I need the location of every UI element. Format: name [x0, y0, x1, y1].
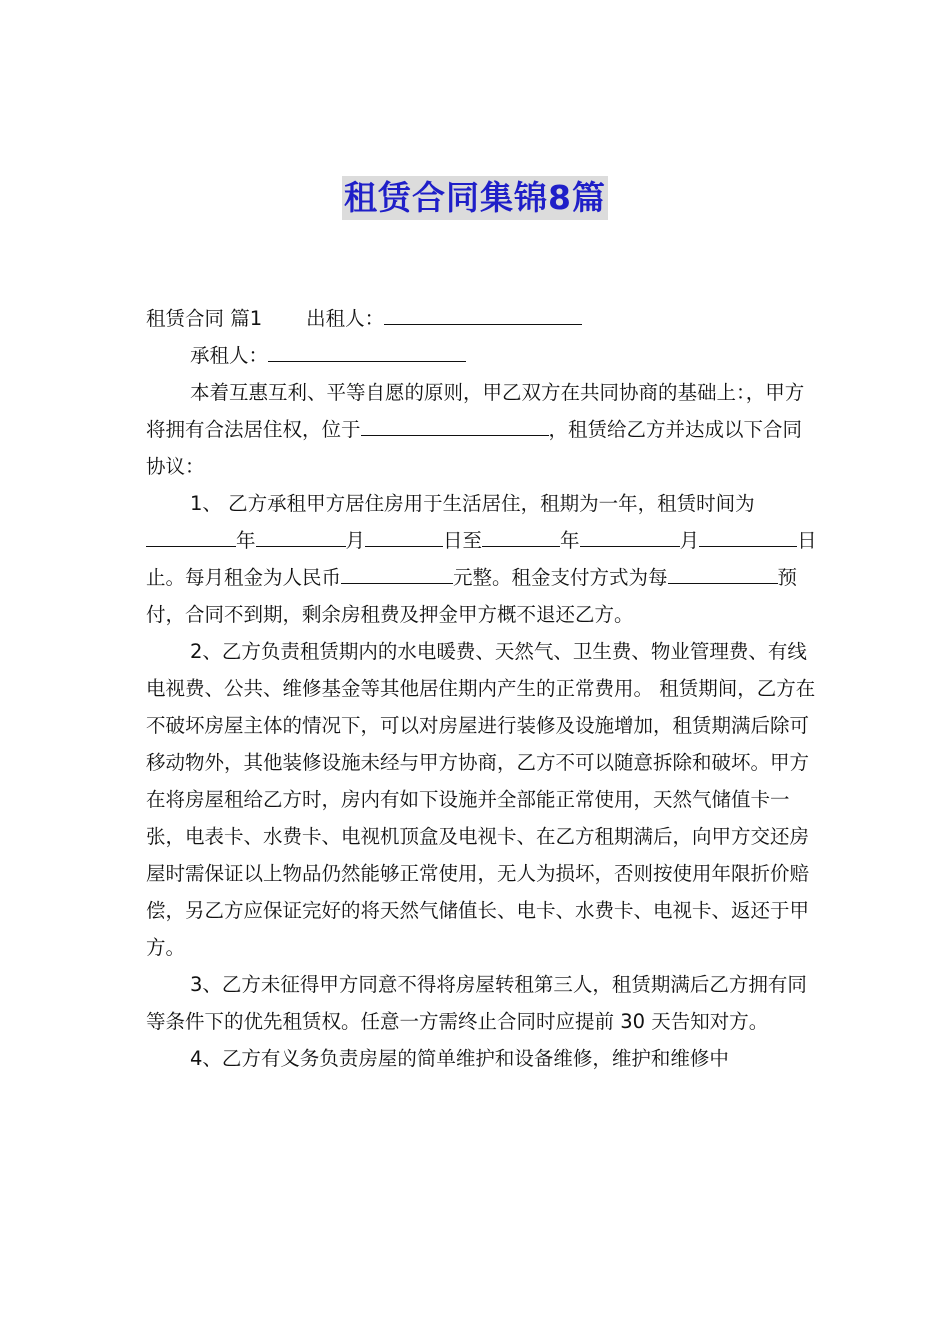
clause-1-payment-text: 元整。租金支付方式为每	[453, 566, 668, 589]
document-title-text: 租赁合同集锦8篇	[342, 176, 608, 220]
payment-period-blank	[668, 565, 778, 584]
clause-1	[146, 485, 818, 633]
lessee-line	[146, 337, 818, 374]
end-month-blank	[580, 528, 680, 547]
clause-1-year2-label: 年	[560, 529, 580, 552]
intro-text-2: ，租赁给乙方并达成以下合同协议：	[146, 418, 803, 478]
contract-header-line	[146, 300, 818, 337]
clause-1-year-label: 年	[236, 529, 256, 552]
lessee-label: 承租人：	[190, 344, 269, 367]
clause-1-month2-label: 月	[679, 529, 700, 552]
start-day-blank	[365, 528, 443, 547]
rent-amount-blank	[341, 565, 453, 584]
intro-text-1: 本着互惠互利、平等自愿的原则，甲乙双方在共同协商的基础上：，甲方将拥有合法居住权，位于	[146, 381, 805, 441]
lessor-blank	[384, 306, 582, 325]
clause-1-text-a: 1、 乙方承租甲方居住房用于生活居住，租期为一年，租赁时间为	[190, 492, 755, 515]
clause-1-rest-text: 预付，合同不到期，剩余房租费及押金甲方概不退还乙方。	[146, 566, 798, 626]
clause-3: 3、乙方未征得甲方同意不得将房屋转租第三人，租赁期满后乙方拥有同等条件下的优先租赁权。任意一方需终止合同时应提前 30 天告知对方。	[146, 973, 807, 1033]
lessor-label: 出租人：	[306, 307, 385, 330]
clause-2: 2、乙方负责租赁期内的水电暖费、天然气、卫生费、物业管理费、有线电视费、公共、维修基金等其他居住期内产生的正常费用。 租赁期间，乙方在不破坏房屋主体的情况下，可以对房屋进行装修及设施增加，租赁期满后除可移动物外，其他装修设施未经与甲方协商，乙方不可以随意拆除和破坏。甲方在将房屋租给乙方时，房内有如下设施并全部能正常使用，天然气储值卡一张，电表卡、水费卡、电视机顶盒及电视卡、在乙方租期满后，向甲方交还房屋时需保证以上物品仍然能够正常使用，无人为损坏，否则按使用年限折价赔偿，另乙方应保证完好的将天然气储值长、电卡、水费卡、电视卡、返还于甲方。	[146, 640, 816, 959]
end-day-blank-a	[699, 528, 743, 547]
end-year-blank	[482, 528, 560, 547]
clause-1-month-label: 月	[345, 529, 366, 552]
clause-1-rent-text: 日止。每月租金为人民币	[146, 529, 817, 589]
clause-4: 4、乙方有义务负责房屋的简单维护和设备维修，维护和维修中	[190, 1047, 729, 1070]
lessee-blank	[268, 343, 466, 362]
section-label: 租赁合同 篇1	[146, 307, 263, 330]
start-year-blank	[146, 528, 236, 547]
location-blank	[361, 417, 549, 436]
start-month-blank	[256, 528, 346, 547]
intro-paragraph	[146, 374, 818, 485]
end-day-blank-b	[743, 528, 797, 547]
contract-body	[146, 300, 818, 1077]
document-title	[0, 176, 950, 220]
clause-1-day-to-label: 日至	[443, 529, 483, 552]
